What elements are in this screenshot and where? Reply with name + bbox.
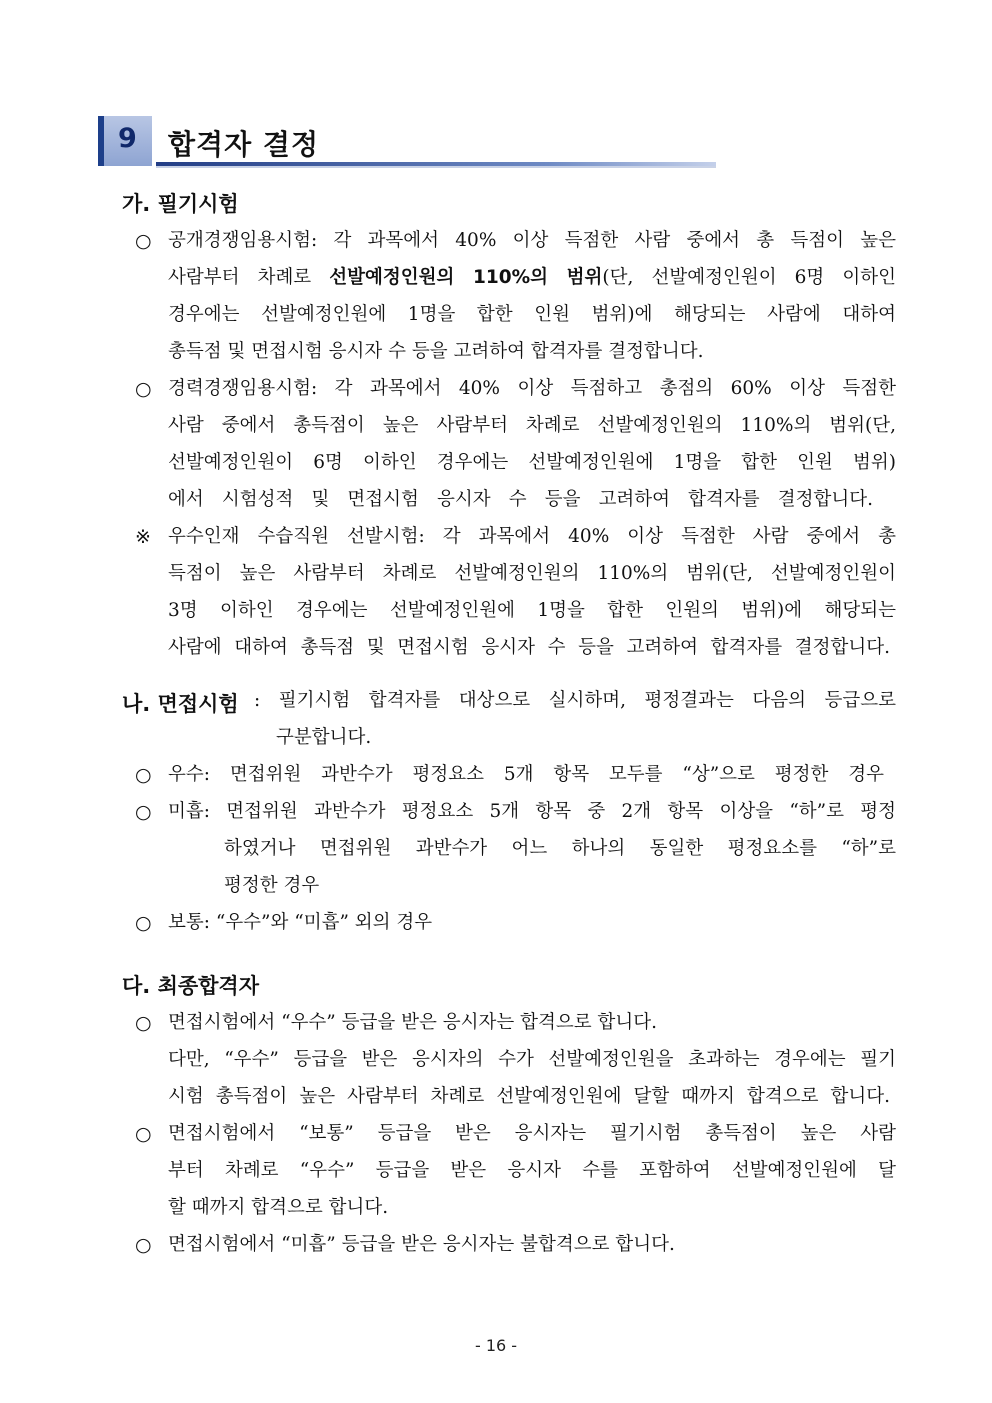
- final-p2-line2: 부터 차례로 “우수” 등급을 받은 응시자 수를 포함하여 선발예정인원에 달: [168, 1160, 896, 1181]
- grade-poor-line2: 하였거나 면접위원 과반수가 어느 하나의 동일한 평정요소를 “하”로: [224, 838, 896, 859]
- written-p1-line4: 총득점 및 면접시험 응시자 수 등을 고려하여 합격자를 결정합니다.: [168, 341, 704, 362]
- grade-excellent: 우수: 면접위원 과반수가 평정요소 5개 항목 모두를 “상”으로 평정한 경우: [168, 764, 884, 785]
- written-p2-line2: 사람 중에서 총득점이 높은 사람부터 차례로 선발예정인원의 110%의 범위(단,: [168, 415, 896, 436]
- bullet-circle: ○: [135, 1012, 152, 1034]
- bullet-circle: ○: [135, 1123, 152, 1145]
- written-p1-line2: 사람부터 차례로 선발예정인원의 110%의 범위(단, 선발예정인원이 6명 이하인: [168, 267, 896, 288]
- section-title: 합격자 결정: [168, 128, 319, 161]
- bullet-circle: ○: [135, 912, 152, 934]
- written-exam-heading: 가. 필기시험: [122, 192, 239, 216]
- written-note-line4: 사람에 대하여 총득점 및 면접시험 응시자 수 등을 고려하여 합격자를 결정합니다.: [168, 637, 890, 658]
- grade-poor-line3: 평정한 경우: [224, 875, 320, 896]
- interview-heading: 나. 면접시험: [122, 692, 239, 716]
- interview-intro-line2: 구분합니다.: [276, 727, 372, 748]
- section-header: [98, 116, 718, 172]
- section-number: 9: [118, 123, 137, 154]
- written-p2-line1: 경력경쟁임용시험: 각 과목에서 40% 이상 득점하고 총점의 60% 이상 득점한: [168, 378, 896, 399]
- final-heading: 다. 최종합격자: [122, 974, 260, 998]
- written-p1-line1: 공개경쟁임용시험: 각 과목에서 40% 이상 득점한 사람 중에서 총 득점이 높은: [168, 230, 896, 251]
- written-p2-line4: 에서 시험성적 및 면접시험 응시자 수 등을 고려하여 합격자를 결정합니다.: [168, 489, 873, 510]
- bullet-circle: ○: [135, 801, 152, 823]
- final-p1-line2: 다만, “우수” 등급을 받은 응시자의 수가 선발예정인원을 초과하는 경우에는 필기: [168, 1049, 896, 1070]
- note-mark: ※: [135, 526, 151, 548]
- written-p1-line3: 경우에는 선발예정인원에 1명을 합한 인원 범위)에 해당되는 사람에 대하여: [168, 304, 896, 325]
- written-note-line2: 득점이 높은 사람부터 차례로 선발예정인원의 110%의 범위(단, 선발예정인원이: [168, 563, 896, 584]
- page-number: - 16 -: [474, 1336, 518, 1355]
- section-rule-shadow: [156, 166, 716, 168]
- written-note-line3: 3명 이하인 경우에는 선발예정인원에 1명을 합한 인원의 범위)에 해당되는: [168, 600, 896, 621]
- bullet-circle: ○: [135, 378, 152, 400]
- final-p1-line1: 면접시험에서 “우수” 등급을 받은 응시자는 합격으로 합니다.: [168, 1012, 657, 1033]
- written-p2-line3: 선발예정인원이 6명 이하인 경우에는 선발예정인원에 1명을 합한 인원 범위): [168, 452, 896, 473]
- final-p2-line3: 할 때까지 합격으로 합니다.: [168, 1197, 389, 1218]
- bullet-circle: ○: [135, 764, 152, 786]
- bullet-circle: ○: [135, 1234, 152, 1256]
- final-p3-line1: 면접시험에서 “미흡” 등급을 받은 응시자는 불합격으로 합니다.: [168, 1234, 675, 1255]
- grade-normal: 보통: “우수”와 “미흡” 외의 경우: [168, 912, 433, 933]
- grade-poor-line1: 미흡: 면접위원 과반수가 평정요소 5개 항목 중 2개 항목 이상을 “하”로 평정: [168, 801, 896, 822]
- interview-intro-line1: : 필기시험 합격자를 대상으로 실시하며, 평정결과는 다음의 등급으로: [254, 690, 896, 711]
- final-p1-line3: 시험 총득점이 높은 사람부터 차례로 선발예정인원에 달할 때까지 합격으로 합니다.: [168, 1086, 890, 1107]
- bullet-circle: ○: [135, 230, 152, 252]
- final-p2-line1: 면접시험에서 “보통” 등급을 받은 응시자는 필기시험 총득점이 높은 사람: [168, 1123, 896, 1144]
- emphasis-range: 선발예정인원의 110%의 범위: [329, 267, 603, 288]
- written-note-line1: 우수인재 수습직원 선발시험: 각 과목에서 40% 이상 득점한 사람 중에서 총: [168, 526, 896, 547]
